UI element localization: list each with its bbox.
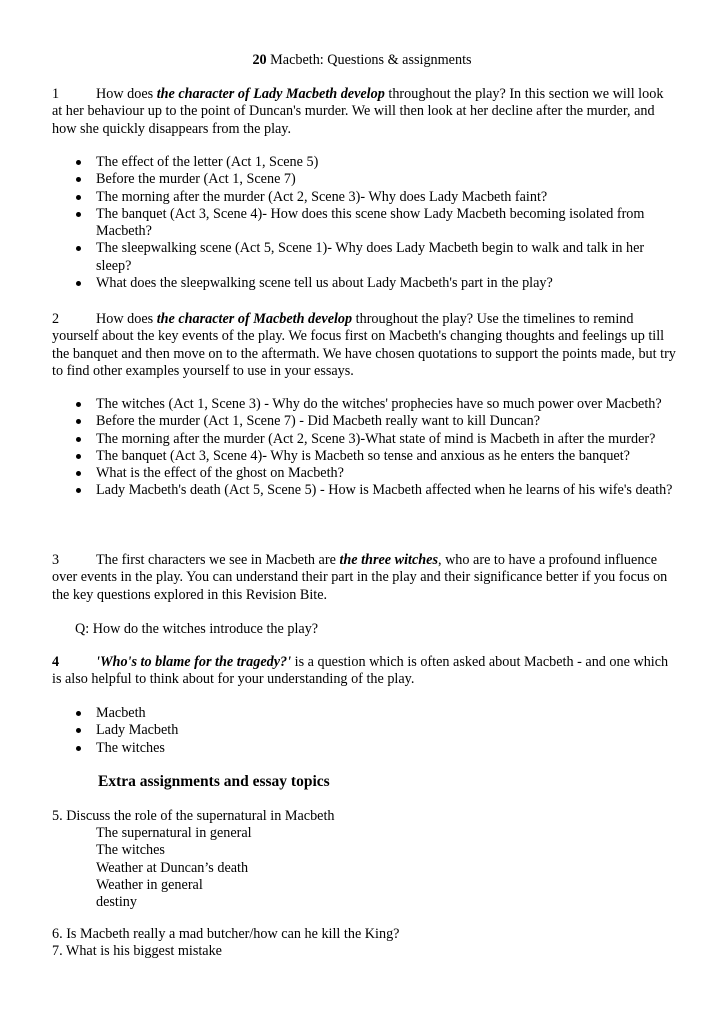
assignment-7: 7. What is his biggest mistake bbox=[52, 943, 222, 959]
bullet-item: The morning after the murder (Act 2, Scene 3)- Why does Lady Macbeth faint? bbox=[96, 189, 676, 206]
section-1-number: 1 bbox=[52, 86, 60, 102]
section-2-text: throughout the play? Use the timelines to remind yourself about the key events of the play. We focus first on Macbeth's changing thoughts and feelings up till the banquet and then move on to the aftermath. We have chosen quotations to support the points made, but try to find other examples yourself to use in your essays. bbox=[52, 311, 676, 379]
extra-assignments-heading: Extra assignments and essay topics bbox=[98, 773, 330, 790]
section-4-emphasis: 'Who's to blame for the tragedy?' bbox=[96, 654, 292, 670]
section-3-paragraph bbox=[52, 552, 677, 604]
section-1-lead: How does bbox=[96, 86, 157, 102]
bullet-item: The sleepwalking scene (Act 5, Scene 1)- Why does Lady Macbeth begin to walk and talk in her sleep? bbox=[96, 240, 676, 275]
bullet-item: Lady Macbeth's death (Act 5, Scene 5) - How is Macbeth affected when he learns of his wife's death? bbox=[96, 482, 676, 499]
bullet-item: Macbeth bbox=[96, 705, 676, 722]
section-3-emphasis: the three witches bbox=[339, 552, 438, 568]
witches-question: Q: How do the witches introduce the play? bbox=[75, 621, 319, 637]
section-2-emphasis: the character of Macbeth develop bbox=[156, 311, 353, 327]
section-1-bullets bbox=[96, 154, 676, 292]
section-3-lead: The first characters we see in Macbeth are bbox=[96, 552, 340, 568]
subitem: destiny bbox=[96, 894, 137, 911]
section-2-paragraph bbox=[52, 311, 677, 380]
subitem: Weather in general bbox=[96, 876, 203, 893]
bullet-item: The banquet (Act 3, Scene 4)- Why is Macbeth so tense and anxious as he enters the banquet? bbox=[96, 448, 676, 465]
section-4-text: is a question which is often asked about Macbeth - and one which is also helpful to think about for your understanding of the play. bbox=[52, 654, 669, 688]
section-4-bullets bbox=[96, 705, 676, 757]
bullet-item: The banquet (Act 3, Scene 4)- How does this scene show Lady Macbeth becoming isolated from Macbeth? bbox=[96, 206, 676, 241]
bullet-item: What does the sleepwalking scene tell us about Lady Macbeth's part in the play? bbox=[96, 275, 676, 292]
section-4-number: 4 bbox=[52, 654, 60, 670]
assignment-6: 6. Is Macbeth really a mad butcher/how can he kill the King? bbox=[52, 926, 400, 942]
bullet-item: Before the murder (Act 1, Scene 7) bbox=[96, 171, 676, 188]
section-2-number: 2 bbox=[52, 311, 60, 327]
section-2-bullets bbox=[96, 396, 676, 500]
bullet-item: What is the effect of the ghost on Macbeth? bbox=[96, 465, 676, 482]
subitem: The witches bbox=[96, 842, 165, 859]
title-text: Macbeth: Questions & assignments bbox=[266, 52, 472, 68]
section-4-paragraph bbox=[52, 654, 677, 689]
assignment-5: 5. Discuss the role of the supernatural in Macbeth bbox=[52, 808, 335, 824]
section-3-number: 3 bbox=[52, 552, 60, 568]
bullet-item: The effect of the letter (Act 1, Scene 5) bbox=[96, 154, 676, 171]
bullet-item: Before the murder (Act 1, Scene 7) - Did Macbeth really want to kill Duncan? bbox=[96, 413, 676, 430]
bullet-item: The witches bbox=[96, 740, 676, 757]
section-1-emphasis: the character of Lady Macbeth develop bbox=[156, 86, 385, 102]
section-2-lead: How does bbox=[96, 311, 157, 327]
subitem: The supernatural in general bbox=[96, 825, 252, 841]
section-1-paragraph bbox=[52, 86, 677, 138]
section-1-text: throughout the play? In this section we will look at her behaviour up to the point of Duncan's murder. We will then look at her decline after the murder, and how she quickly disappears from the play. bbox=[52, 86, 664, 137]
bullet-item: The morning after the murder (Act 2, Scene 3)-What state of mind is Macbeth in after the murder? bbox=[96, 431, 676, 448]
assignment-5-subitems bbox=[96, 825, 252, 911]
bullet-item: Lady Macbeth bbox=[96, 722, 676, 739]
section-3-text: , who are to have a profound influence over events in the play. You can understand their part in the play and their significance better if you focus on the key questions explored in this Revision Bite. bbox=[52, 552, 668, 603]
page-title bbox=[0, 52, 724, 69]
subitem: Weather at Duncan’s death bbox=[96, 859, 249, 876]
title-number: 20 bbox=[252, 52, 267, 68]
bullet-item: The witches (Act 1, Scene 3) - Why do the witches' prophecies have so much power over Macbeth? bbox=[96, 396, 676, 413]
